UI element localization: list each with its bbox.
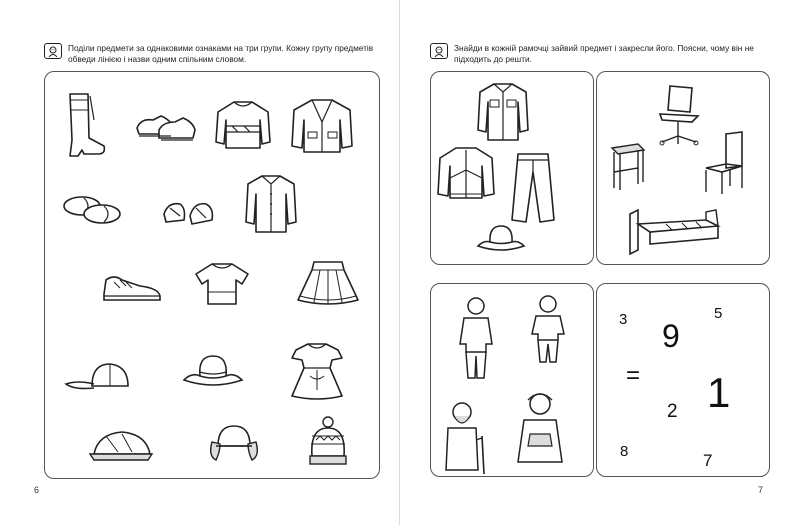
slippers-icon <box>62 190 124 228</box>
left-instruction-text: Поділи предмети за однаковими ознаками на три групи. Кожну групу предметів обведи лінією і назви одним спільним словом. <box>68 43 374 64</box>
right-page <box>400 0 800 525</box>
task-badge-icon <box>430 43 448 59</box>
number-item: 2 <box>667 401 678 422</box>
hat-icon <box>182 350 244 392</box>
grandmother-icon <box>516 390 564 466</box>
sweater-icon <box>214 98 272 152</box>
right-instruction-text: Знайди в кожній рамочці зайвий предмет і закресли його. Поясни, чому він не підходить до решти. <box>454 43 754 64</box>
stool-icon <box>608 140 646 192</box>
number-item: 9 <box>662 318 680 354</box>
number-item: 7 <box>703 451 713 470</box>
sneaker-icon <box>100 266 164 306</box>
left-instruction <box>44 43 384 65</box>
trousers-icon <box>510 150 556 224</box>
knit-hat-icon <box>306 416 350 468</box>
page-number-left: 6 <box>34 485 40 495</box>
boy-figure-icon <box>530 294 566 366</box>
boot-icon <box>58 90 108 160</box>
tshirt-icon <box>194 260 250 308</box>
number-item: 3 <box>619 311 628 328</box>
man-figure-icon <box>456 296 496 382</box>
blazer-icon <box>290 96 354 154</box>
skirt-icon <box>296 258 360 308</box>
fur-cap-icon <box>86 424 156 464</box>
number-item: 8 <box>620 443 629 460</box>
bed-icon <box>626 204 722 256</box>
sandals-icon <box>160 194 218 228</box>
number-item: 1 <box>707 369 731 416</box>
task-badge-icon <box>44 43 62 59</box>
shirt-icon <box>476 80 530 144</box>
chair-icon <box>702 130 746 196</box>
shirt-icon <box>244 172 298 236</box>
right-instruction <box>430 43 780 65</box>
page-number-right: 7 <box>758 485 764 495</box>
hat-icon <box>476 222 526 254</box>
winter-hat-icon <box>206 420 262 466</box>
number-item: 5 <box>714 305 723 322</box>
jacket-icon <box>436 144 496 204</box>
cap-icon <box>64 358 132 394</box>
equals-sign: = <box>626 362 641 389</box>
old-man-icon <box>442 400 488 476</box>
office-chair-icon <box>652 82 708 148</box>
dress-icon <box>288 340 346 402</box>
shoes-icon <box>135 108 197 146</box>
